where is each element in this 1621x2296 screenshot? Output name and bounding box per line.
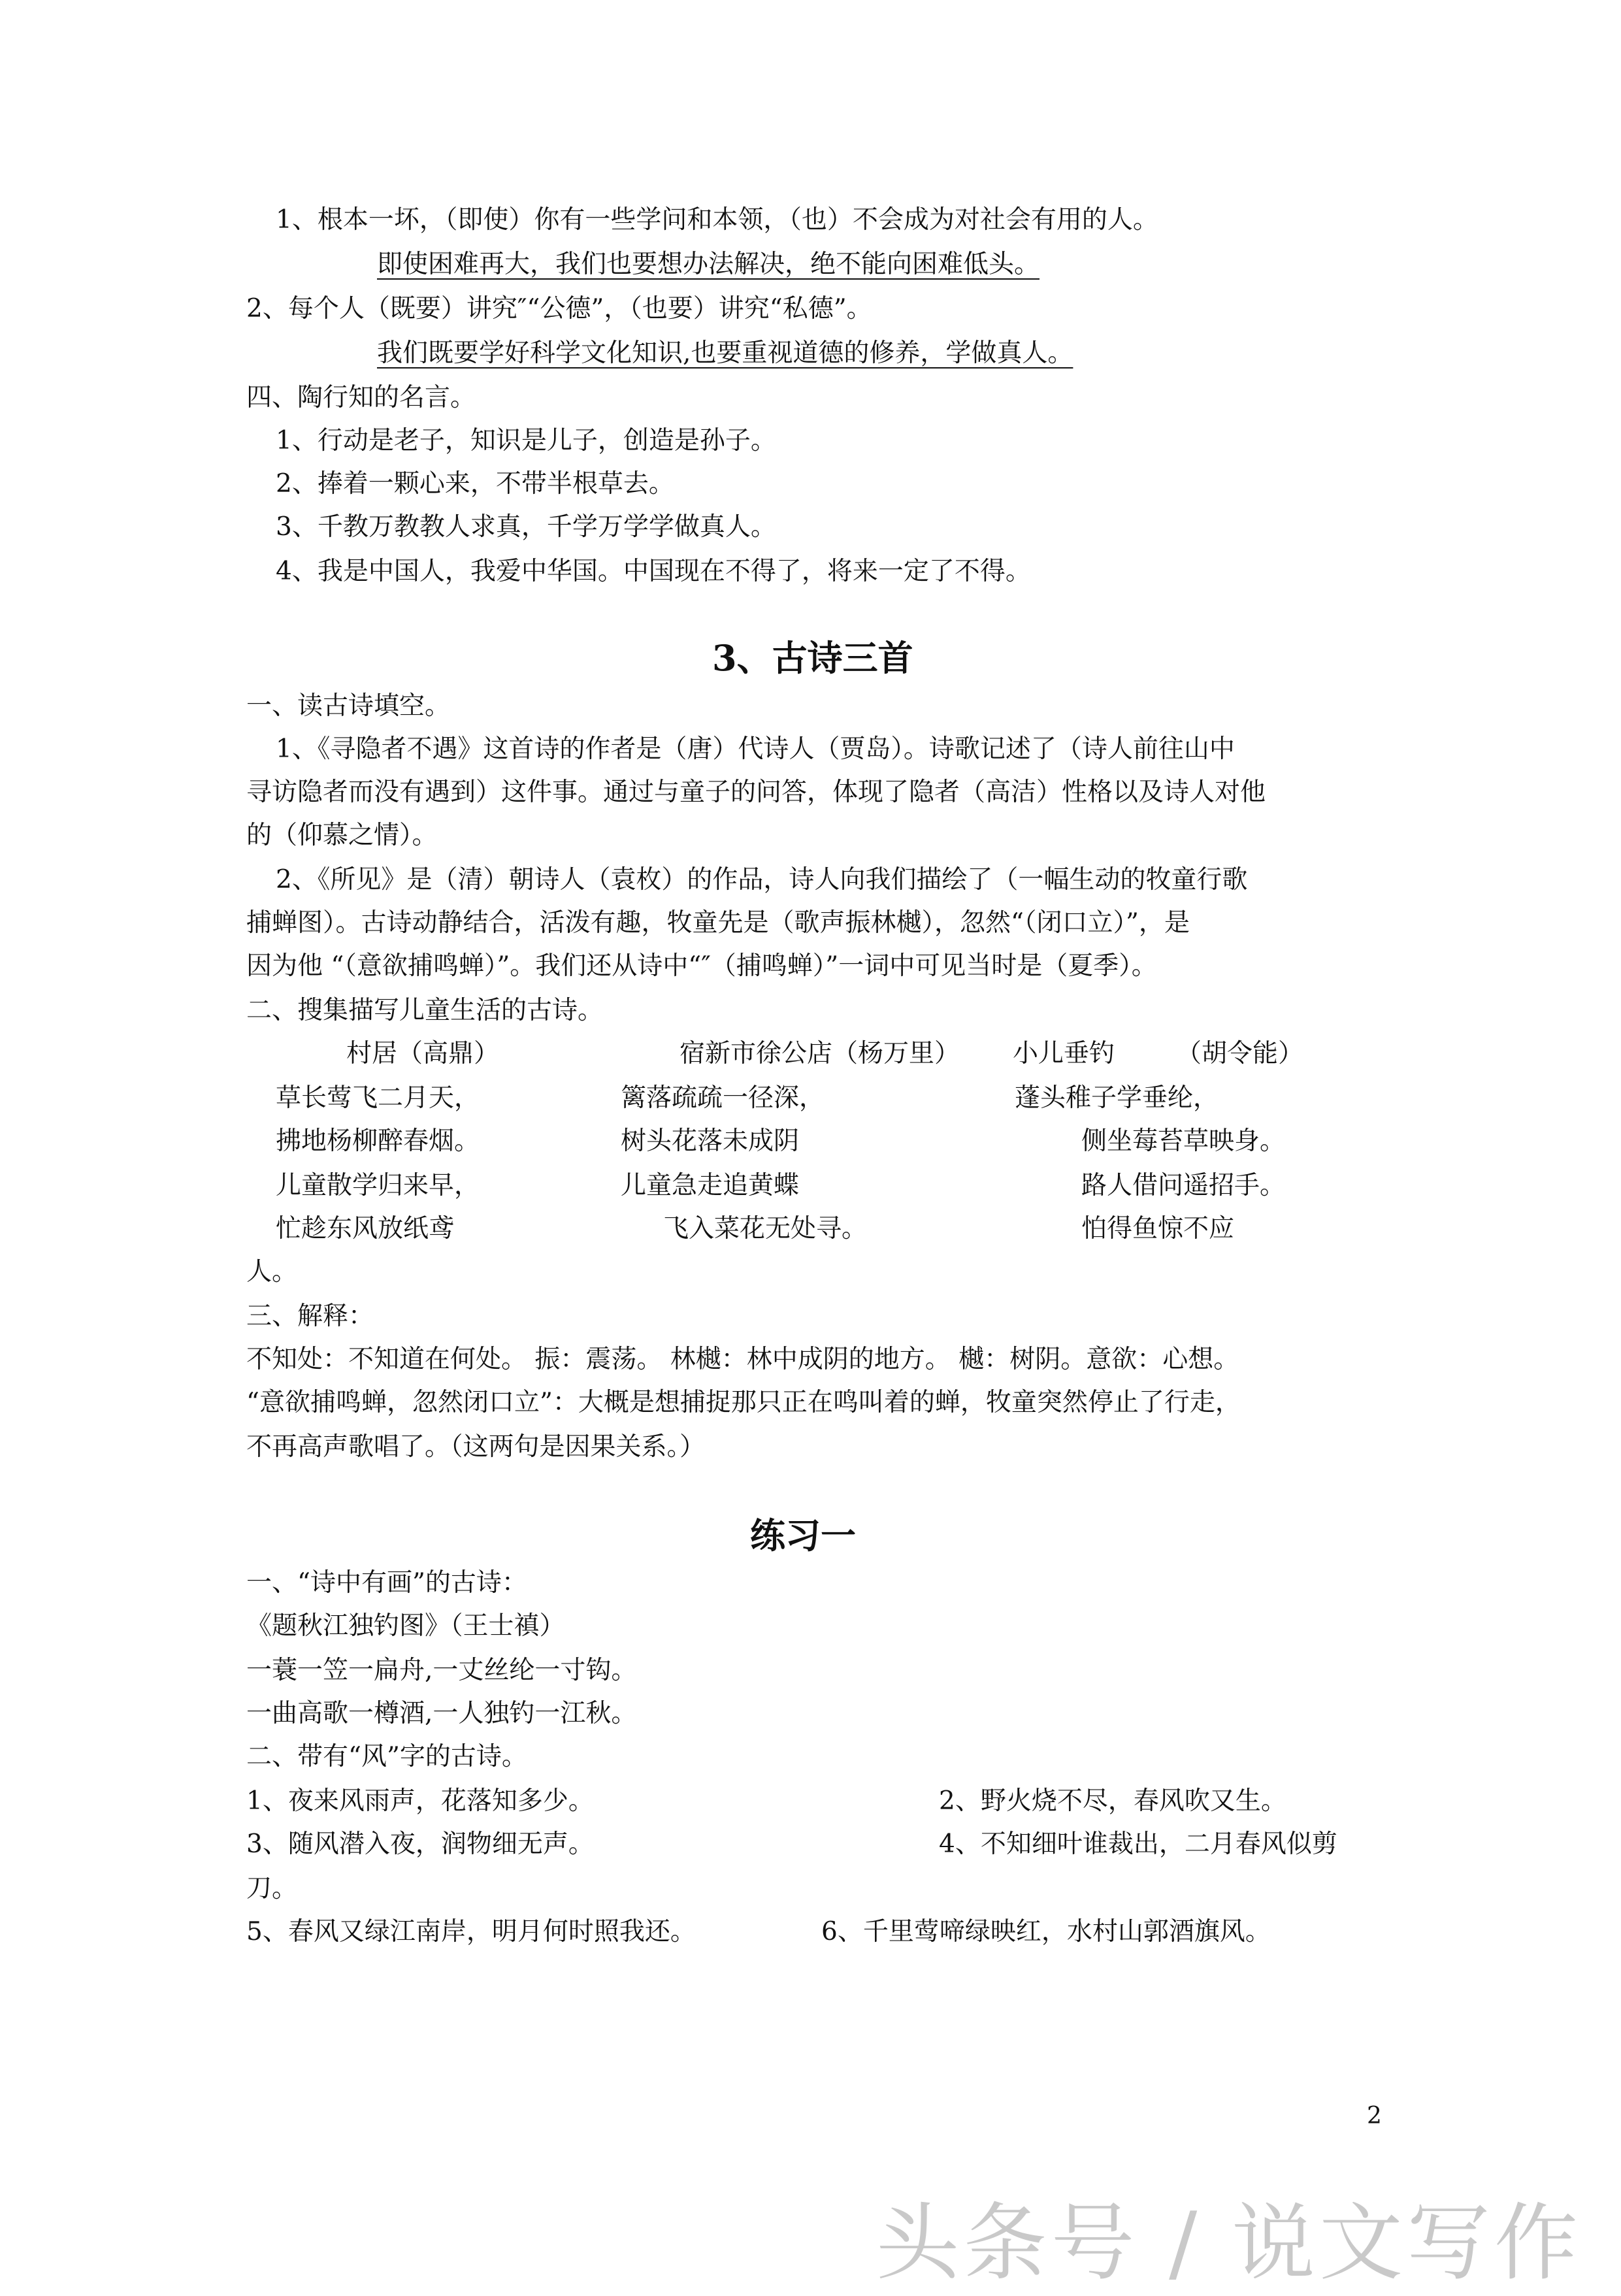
exercise1-poem-title: 《题秋江独钓图》（王士禛）	[246, 1611, 565, 1641]
exercise1-part1-heading: 一、“诗中有画”的古诗：	[246, 1568, 527, 1598]
poem2-line: 飞入菜花无处寻。	[663, 1214, 868, 1243]
connective-item-2: 2、每个人（既要）讲究″“公德”，（也要）讲究“私德”。	[246, 294, 872, 323]
wind-poem-item: 6、千里莺啼绿映红，水村山郭酒旗风。	[821, 1917, 1271, 1946]
lesson3-paragraph-1: 的（仰慕之情）。	[246, 821, 438, 850]
poem3-line: 侧坐莓苔草映身。	[1081, 1126, 1286, 1156]
poem1-line: 忙趁东风放纸鸢	[276, 1214, 455, 1243]
wind-poem-item: 5、春风又绿江南岸，明月何时照我还。	[246, 1917, 696, 1946]
poem2-line: 树头花落未成阴	[621, 1126, 800, 1156]
poem1-line: 草长莺飞二月天，	[276, 1083, 480, 1113]
poem-author-xiaoer: （胡令能）	[1176, 1039, 1304, 1068]
page-number: 2	[1367, 2103, 1382, 2129]
poem-title-suxinshi: 宿新市徐公店（杨万里）	[680, 1039, 960, 1068]
quote-item: 4、我是中国人，我爱中华国。中国现在不得了，将来一定了不得。	[276, 557, 1031, 586]
quotes-heading: 四、陶行知的名言。	[246, 383, 476, 412]
exercise1-title: 练习一	[750, 1515, 856, 1556]
wind-poem-item: 4、不知细叶谁裁出，二月春风似剪	[939, 1829, 1337, 1859]
exercise1-poem-line: 一曲高歌一樽酒,一人独钓一江秋。	[246, 1699, 637, 1728]
poem-title-xiaoer: 小儿垂钓	[1013, 1039, 1115, 1068]
quote-item: 3、千教万教教人求真，千学万学学做真人。	[276, 512, 776, 542]
wind-poem-item: 2、野火烧不尽，春风吹又生。	[939, 1786, 1286, 1816]
connective-example-2: 我们既要学好科学文化知识,也要重视道德的修养，学做真人。	[377, 338, 1073, 368]
lesson3-paragraph-2: 因为他 “（意欲捕鸣蝉）”。我们还从诗中“″（捕鸣蝉）”一词中可见当时是（夏季）。	[246, 951, 1157, 981]
connective-item-1: 1、根本一坏，（即使）你有一些学问和本领，（也）不会成为对社会有用的人。	[276, 205, 1158, 235]
poem3-tail: 人。	[246, 1257, 298, 1287]
lesson3-paragraph-1: 寻访隐者而没有遇到）这件事。通过与童子的问答，体现了隐者（高洁）性格以及诗人对他	[246, 778, 1266, 807]
wind-poem-item: 3、随风潜入夜，润物细无声。	[246, 1829, 594, 1859]
poem3-line: 路人借问遥招手。	[1081, 1171, 1286, 1200]
explanation-line: 不知处：不知道在何处。 振：震荡。 林樾：林中成阴的地方。 樾：树阴。意欲：心想。	[246, 1345, 1239, 1374]
lesson3-part3-heading: 三、解释：	[246, 1302, 374, 1331]
lesson3-title: 3、古诗三首	[712, 637, 913, 679]
poem2-line: 儿童急走追黄蝶	[621, 1171, 800, 1200]
poem1-line: 儿童散学归来早，	[276, 1171, 480, 1200]
poem2-line: 篱落疏疏一径深，	[621, 1083, 825, 1113]
explanation-line: “意欲捕鸣蝉，忽然闭口立”：大概是想捕捉那只正在鸣叫着的蝉，牧童突然停止了行走，	[246, 1388, 1241, 1417]
watermark: 头条号 / 说文写作	[876, 2195, 1582, 2292]
poem1-line: 拂地杨柳醉春烟。	[276, 1126, 480, 1156]
poem3-line: 蓬头稚子学垂纶，	[1015, 1083, 1219, 1113]
quote-item: 1、行动是老子，知识是儿子，创造是孙子。	[276, 426, 776, 455]
poem-title-cunju: 村居（高鼎）	[346, 1039, 500, 1068]
exercise1-poem-line: 一蓑一笠一扁舟,一丈丝纶一寸钩。	[246, 1656, 637, 1685]
exercise1-part2-heading: 二、带有“风”字的古诗。	[246, 1742, 527, 1771]
lesson3-part1-heading: 一、读古诗填空。	[246, 691, 451, 721]
wind-poem-item-tail: 刀。	[246, 1874, 298, 1903]
poem3-line: 怕得鱼惊不应	[1081, 1214, 1235, 1243]
wind-poem-item: 1、夜来风雨声，花落知多少。	[246, 1786, 594, 1816]
explanation-line: 不再高声歌唱了。（这两句是因果关系。）	[246, 1432, 706, 1462]
lesson3-paragraph-2: 捕蝉图）。古诗动静结合，活泼有趣，牧童先是（歌声振林樾），忽然“（闭口立）”，是	[246, 908, 1190, 938]
lesson3-part2-heading: 二、搜集描写儿童生活的古诗。	[246, 996, 604, 1025]
connective-example-1: 即使困难再大，我们也要想办法解决，绝不能向困难低头。	[377, 250, 1040, 279]
quote-item: 2、捧着一颗心来，不带半根草去。	[276, 469, 674, 499]
lesson3-paragraph-2: 2、《所见》是（清）朝诗人（袁枚）的作品，诗人向我们描绘了（一幅生动的牧童行歌	[276, 865, 1248, 894]
lesson3-paragraph-1: 1、《寻隐者不遇》这首诗的作者是（唐）代诗人（贾岛）。诗歌记述了（诗人前往山中	[276, 734, 1235, 764]
